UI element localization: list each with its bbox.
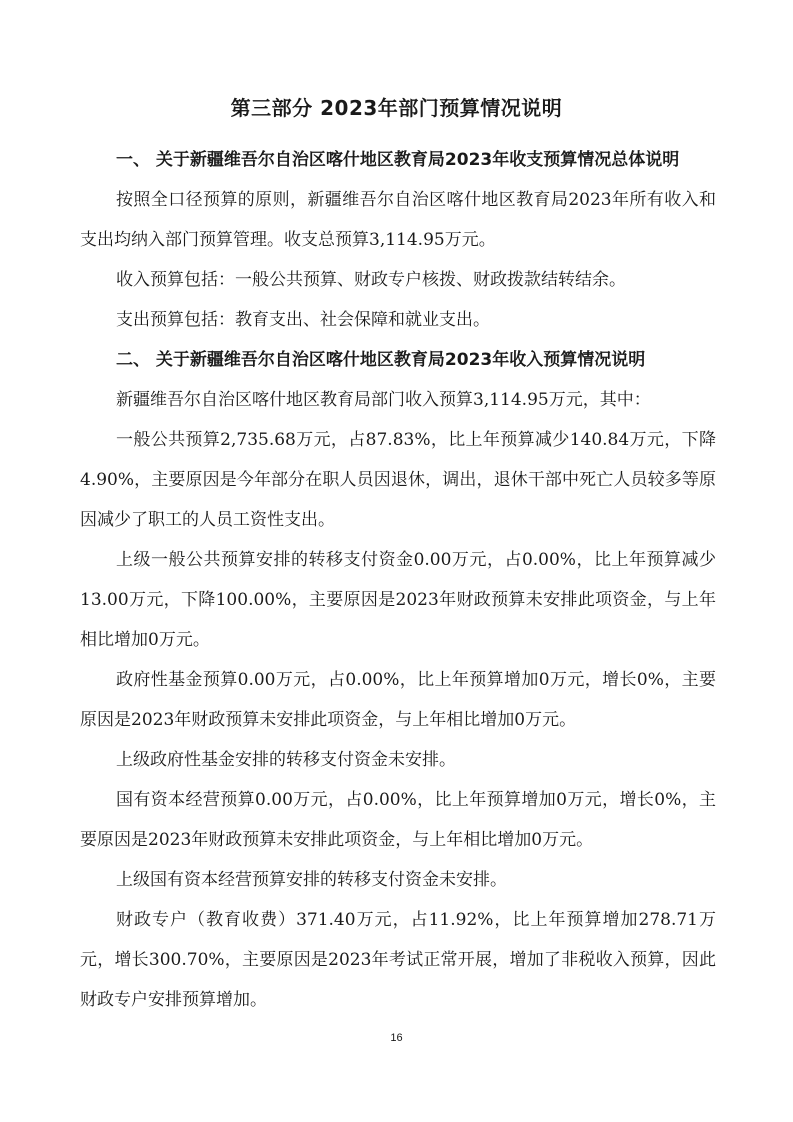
paragraph-revenue-scope: 收入预算包括：一般公共预算、财政专户核拨、财政拨款结转结余。 (116, 270, 626, 290)
page-title: 第三部分 2023年部门预算情况说明 (230, 96, 563, 120)
document-body (80, 140, 716, 1020)
paragraph-expenditure-scope: 支出预算包括：教育支出、社会保障和就业支出。 (116, 310, 490, 330)
paragraph-revenue-total: 新疆维吾尔自治区喀什地区教育局部门收入预算3,114.95万元，其中： (116, 390, 651, 410)
paragraph-government-fund: 政府性基金预算0.00万元，占0.00%，比上年预算增加0万元，增长0%，主要原因是2023年财政预算未安排此项资金，与上年相比增加0万元。 (80, 670, 716, 730)
paragraph-transfer-payment: 上级一般公共预算安排的转移支付资金0.00万元，占0.00%，比上年预算减少13.00万元，下降100.00%，主要原因是2023年财政预算未安排此项资金，与上年相比增加0万元。 (80, 550, 716, 650)
section-heading-1: 一、 关于新疆维吾尔自治区喀什地区教育局2023年收支预算情况总体说明 (116, 150, 680, 170)
paragraph-fiscal-special-account: 财政专户（教育收费）371.40万元，占11.92%，比上年预算增加278.71万元，增长300.70%，主要原因是2023年考试正常开展，增加了非税收入预算，因此财政专户安排预算增加。 (80, 910, 716, 1010)
section-heading-2: 二、 关于新疆维吾尔自治区喀什地区教育局2023年收入预算情况说明 (116, 350, 646, 370)
paragraph-budget-overview: 按照全口径预算的原则，新疆维吾尔自治区喀什地区教育局2023年所有收入和支出均纳入部门预算管理。收支总预算3,114.95万元。 (80, 190, 716, 250)
paragraph-fund-transfer: 上级政府性基金安排的转移支付资金未安排。 (116, 750, 456, 770)
paragraph-state-capital: 国有资本经营预算0.00万元，占0.00%，比上年预算增加0万元，增长0%，主要原因是2023年财政预算未安排此项资金，与上年相比增加0万元。 (80, 790, 716, 850)
paragraph-general-budget: 一般公共预算2,735.68万元，占87.83%，比上年预算减少140.84万元，下降4.90%，主要原因是今年部分在职人员因退休，调出，退休干部中死亡人员较多等原因减少了职工的人员工资性支出。 (80, 430, 716, 530)
page-number: 16 (390, 1032, 403, 1044)
paragraph-capital-transfer: 上级国有资本经营预算安排的转移支付资金未安排。 (116, 870, 507, 890)
